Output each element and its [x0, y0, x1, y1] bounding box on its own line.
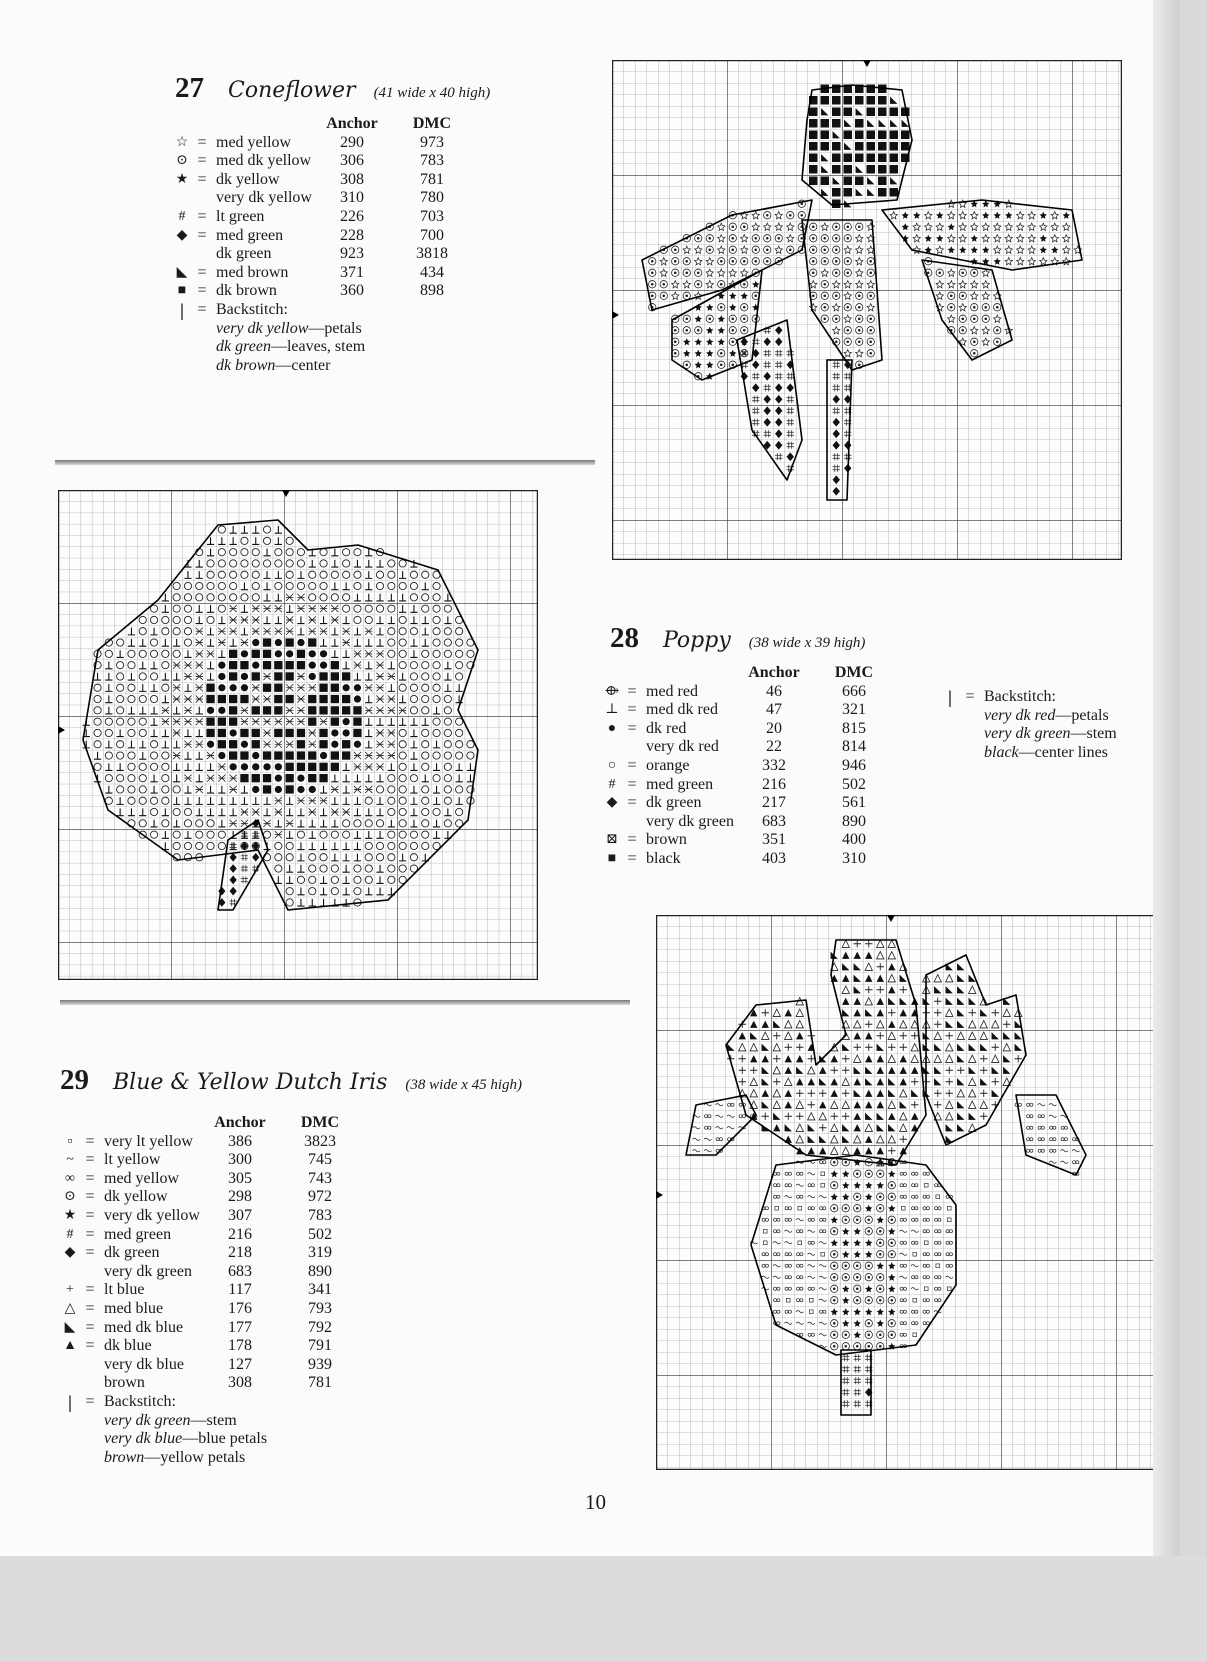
stitch-symbol: ■ [607, 850, 617, 866]
dmc-number: 792 [307, 1318, 332, 1336]
color-name: med green [216, 226, 284, 244]
color-key-row [60, 1151, 360, 1170]
color-key-row [172, 189, 472, 208]
color-key-row [172, 134, 472, 153]
stitch-symbol: # [178, 208, 186, 224]
color-key-row [172, 282, 472, 301]
anchor-number: 177 [227, 1318, 252, 1336]
color-key-row [602, 738, 894, 757]
color-key-row [60, 1356, 360, 1375]
anchor-number: 22 [765, 738, 782, 756]
equals-sign: = [627, 682, 637, 700]
stitch-symbol: ◆ [176, 227, 188, 243]
backstitch-color: very dk red [984, 706, 1056, 724]
stitch-symbol: + [66, 1282, 74, 1298]
color-name: very dk green [646, 812, 734, 830]
anchor-number: 683 [227, 1262, 252, 1280]
color-key-row [60, 1133, 360, 1152]
stitch-symbol [60, 1263, 80, 1282]
anchor-number: 218 [227, 1244, 252, 1262]
equals-sign: = [627, 831, 637, 849]
equals-sign [80, 1263, 100, 1282]
anchor-number: 386 [227, 1132, 252, 1150]
color-key-row [60, 1188, 360, 1207]
anchor-number: 308 [227, 1374, 252, 1392]
dmc-number: 434 [419, 263, 444, 281]
color-name: med yellow [216, 133, 292, 151]
color-name: very dk green [104, 1262, 192, 1280]
pattern-number: 29 [60, 1064, 89, 1096]
equals-sign [192, 189, 212, 208]
pattern-title: Poppy [663, 628, 731, 653]
dmc-number: 319 [307, 1244, 332, 1262]
dmc-number: 666 [841, 682, 866, 700]
stitch-symbol: ⟴ [604, 683, 620, 699]
backstitch-part: —yellow petals [144, 1448, 246, 1466]
equals-sign: = [85, 1318, 95, 1336]
anchor-column-header: Anchor [748, 664, 800, 681]
backstitch-line [60, 1430, 360, 1449]
dmc-number: 780 [419, 189, 444, 207]
backstitch-color: very dk blue [104, 1430, 183, 1448]
dmc-number: 745 [307, 1151, 332, 1169]
pattern-29-color-key [60, 1114, 360, 1467]
backstitch-color: very dk green [104, 1411, 191, 1429]
dmc-number: 3818 [415, 245, 448, 263]
anchor-number: 290 [339, 133, 364, 151]
color-name: brown [104, 1374, 145, 1392]
scan-background [0, 1556, 1207, 1661]
color-key-row [602, 794, 894, 813]
backstitch-label: Backstitch: [984, 688, 1056, 705]
equals-sign [622, 813, 642, 832]
backstitch-symbol: | [948, 687, 952, 707]
dmc-number: 703 [419, 207, 444, 225]
dmc-number: 973 [419, 133, 444, 151]
anchor-number: 178 [227, 1337, 252, 1355]
color-name: med dk blue [104, 1318, 184, 1336]
dmc-number: 939 [307, 1355, 332, 1373]
anchor-number: 127 [227, 1355, 252, 1373]
color-name: orange [646, 756, 690, 774]
dmc-number: 700 [419, 226, 444, 244]
anchor-number: 216 [227, 1225, 252, 1243]
pattern-27-color-key [172, 115, 472, 375]
color-key-row [60, 1319, 360, 1338]
color-key-row [60, 1263, 360, 1282]
anchor-number: 228 [339, 226, 364, 244]
backstitch-line [940, 707, 1117, 726]
stitch-symbol [60, 1374, 80, 1393]
dmc-number: 400 [841, 831, 866, 849]
equals-sign: = [627, 794, 637, 812]
equals-sign: = [197, 152, 207, 170]
dmc-number: 743 [307, 1169, 332, 1187]
backstitch-color: very dk yellow [216, 319, 309, 337]
color-name: very dk yellow [216, 189, 312, 207]
equals-sign: = [85, 1206, 95, 1224]
anchor-number: 306 [339, 152, 364, 170]
color-key-row [172, 208, 472, 227]
dmc-column-header: DMC [834, 664, 874, 681]
color-key-row [602, 776, 894, 795]
equals-sign: = [627, 849, 637, 867]
dmc-number: 815 [841, 719, 866, 737]
color-name: dk green [216, 245, 272, 263]
pattern-dimensions: (41 wide x 40 high) [373, 85, 491, 101]
equals-sign: = [197, 282, 207, 300]
equals-sign: = [85, 1169, 95, 1187]
anchor-number: 307 [227, 1206, 252, 1224]
backstitch-line [172, 338, 472, 357]
dmc-number: 890 [841, 812, 866, 830]
dmc-number: 561 [841, 794, 866, 812]
equals-sign: = [85, 1151, 95, 1169]
equals-sign: = [627, 775, 637, 793]
pattern-dimensions: (38 wide x 39 high) [748, 635, 866, 651]
stitch-symbol [172, 245, 192, 264]
color-key-row [60, 1170, 360, 1189]
anchor-number: 332 [761, 756, 786, 774]
equals-sign: = [965, 688, 975, 705]
backstitch-part: —petals [1055, 706, 1109, 724]
stitch-symbol: ■ [177, 283, 187, 299]
dmc-number: 321 [841, 701, 866, 719]
stitch-symbol: △ [64, 1300, 76, 1316]
backstitch-line [940, 744, 1117, 763]
dmc-number: 791 [307, 1337, 332, 1355]
backstitch-row [60, 1393, 360, 1412]
backstitch-line [60, 1449, 360, 1468]
dmc-number: 502 [307, 1225, 332, 1243]
equals-sign: = [85, 1132, 95, 1150]
backstitch-part: —leaves, stem [270, 338, 366, 356]
equals-sign: = [197, 170, 207, 188]
color-name: very dk yellow [104, 1206, 200, 1224]
dmc-number: 781 [419, 170, 444, 188]
color-key-row [602, 850, 894, 869]
equals-sign: = [197, 263, 207, 281]
anchor-number: 300 [227, 1151, 252, 1169]
pattern-dimensions: (38 wide x 45 high) [405, 1077, 523, 1093]
color-key-row [172, 245, 472, 264]
stitch-symbol: ⊙ [64, 1189, 76, 1205]
stitch-symbol: ☆ [175, 134, 189, 150]
stitch-symbol: ▫ [67, 1133, 73, 1149]
iris-chart [656, 915, 1156, 1470]
stitch-symbol [60, 1356, 80, 1375]
color-key-row [602, 720, 894, 739]
equals-sign: = [197, 226, 207, 244]
anchor-column-header: Anchor [326, 115, 378, 132]
anchor-number: 371 [339, 263, 364, 281]
anchor-number: 117 [228, 1281, 252, 1299]
backstitch-color: dk green [216, 338, 271, 356]
equals-sign: = [627, 701, 637, 719]
equals-sign [80, 1374, 100, 1393]
stitch-symbol [602, 813, 622, 832]
anchor-number: 226 [339, 207, 364, 225]
stitch-symbol: ◆ [64, 1245, 76, 1261]
dmc-number: 783 [307, 1206, 332, 1224]
anchor-number: 217 [761, 794, 786, 812]
backstitch-color: very dk green [984, 725, 1071, 743]
color-key-row [60, 1337, 360, 1356]
dmc-number: 341 [307, 1281, 332, 1299]
equals-sign: = [85, 1337, 95, 1355]
backstitch-label: Backstitch: [216, 300, 288, 318]
section-divider [60, 1000, 630, 1005]
backstitch-symbol: | [68, 1391, 72, 1412]
dmc-number: 814 [841, 738, 866, 756]
equals-sign: = [197, 207, 207, 225]
dmc-number: 793 [307, 1299, 332, 1317]
color-name: dk blue [104, 1337, 152, 1355]
equals-sign: = [627, 756, 637, 774]
backstitch-part: —center [275, 356, 331, 374]
color-name: brown [646, 831, 687, 849]
color-key-row [602, 831, 894, 850]
equals-sign: = [85, 1299, 95, 1317]
color-name: med red [646, 682, 698, 700]
color-key-row [172, 227, 472, 246]
color-key-row [60, 1226, 360, 1245]
anchor-number: 46 [765, 682, 782, 700]
color-name: dk green [646, 794, 702, 812]
stitch-symbol: ◆ [606, 795, 618, 811]
stitch-symbol: ● [607, 720, 617, 736]
dmc-number: 781 [307, 1374, 332, 1392]
backstitch-part: —blue petals [182, 1430, 268, 1448]
equals-sign: = [85, 1225, 95, 1243]
stitch-symbol: ◣ [64, 1319, 76, 1335]
color-name: dk red [646, 719, 687, 737]
backstitch-line [60, 1412, 360, 1431]
color-name: dk green [104, 1244, 160, 1262]
dmc-number: 502 [841, 775, 866, 793]
equals-sign: = [85, 1244, 95, 1262]
color-name: black [646, 849, 681, 867]
anchor-number: 351 [761, 831, 786, 849]
coneflower-chart [612, 60, 1122, 560]
stitch-symbol: ▲ [63, 1338, 77, 1354]
backstitch-label: Backstitch: [104, 1392, 176, 1410]
anchor-number: 308 [339, 170, 364, 188]
equals-sign [622, 738, 642, 757]
stitch-symbol: ⊠ [606, 832, 618, 848]
stitch-symbol: ◣ [176, 264, 188, 280]
stitch-symbol: ⊥ [605, 702, 619, 718]
anchor-number: 47 [765, 701, 782, 719]
backstitch-row [172, 301, 472, 320]
color-key-row [60, 1374, 360, 1393]
stitch-symbol [172, 189, 192, 208]
anchor-number: 298 [227, 1188, 252, 1206]
equals-sign [192, 245, 212, 264]
dmc-number: 783 [419, 152, 444, 170]
color-key-row [172, 171, 472, 190]
color-name: med yellow [104, 1169, 180, 1187]
stitch-symbol: ○ [607, 757, 617, 773]
pattern-28-backstitch-key [940, 688, 1117, 762]
color-key-row [602, 813, 894, 832]
backstitch-symbol: | [180, 299, 184, 320]
color-name: dk yellow [104, 1188, 168, 1206]
color-key-row [172, 264, 472, 283]
anchor-number: 20 [765, 719, 782, 737]
pattern-number: 27 [175, 72, 204, 104]
anchor-column-header: Anchor [214, 1114, 266, 1131]
anchor-number: 683 [761, 812, 786, 830]
backstitch-color: brown [104, 1448, 145, 1466]
color-name: lt yellow [104, 1151, 161, 1169]
backstitch-line [172, 320, 472, 339]
color-name: med green [104, 1225, 172, 1243]
color-name: very dk blue [104, 1355, 184, 1373]
stitch-symbol: ∞ [65, 1170, 75, 1186]
equals-sign [80, 1356, 100, 1375]
stitch-symbol: ★ [175, 171, 189, 187]
pattern-28-header [610, 622, 865, 655]
pattern-title: Coneflower [228, 78, 356, 103]
dmc-column-header: DMC [300, 1114, 340, 1131]
dmc-number: 310 [841, 849, 866, 867]
dmc-number: 972 [307, 1188, 332, 1206]
color-name: lt green [216, 207, 265, 225]
dmc-column-header: DMC [412, 115, 452, 132]
color-key-row [60, 1244, 360, 1263]
equals-sign: = [197, 300, 207, 318]
anchor-number: 360 [339, 282, 364, 300]
anchor-number: 403 [761, 849, 786, 867]
pattern-28-color-key [602, 664, 894, 869]
backstitch-line [172, 357, 472, 376]
anchor-number: 216 [761, 775, 786, 793]
color-name: very lt yellow [104, 1132, 193, 1150]
color-name: very dk red [646, 738, 719, 756]
pattern-number: 28 [610, 622, 639, 654]
stitch-symbol: ★ [63, 1207, 77, 1223]
anchor-number: 176 [227, 1299, 252, 1317]
color-name: dk yellow [216, 170, 280, 188]
color-key-row [60, 1300, 360, 1319]
stitch-symbol: ~ [66, 1152, 74, 1168]
anchor-number: 310 [339, 189, 364, 207]
backstitch-row [940, 688, 1117, 707]
stitch-symbol [602, 738, 622, 757]
anchor-number: 923 [339, 245, 364, 263]
equals-sign: = [85, 1281, 95, 1299]
backstitch-part: —stem [1070, 725, 1117, 743]
color-key-row [602, 683, 894, 702]
poppy-chart [58, 490, 538, 980]
color-name: med green [646, 775, 714, 793]
section-divider [55, 460, 595, 465]
backstitch-color: black [984, 743, 1019, 761]
stitch-symbol: # [66, 1226, 74, 1242]
dmc-number: 946 [841, 756, 866, 774]
page-edge [1153, 0, 1180, 1556]
color-key-row [602, 701, 894, 720]
dmc-number: 3823 [303, 1132, 336, 1150]
dmc-number: 898 [419, 282, 444, 300]
pattern-29-header [60, 1064, 522, 1097]
color-name: med brown [216, 263, 289, 281]
color-name: lt blue [104, 1281, 145, 1299]
color-name: dk brown [216, 282, 277, 300]
dmc-number: 890 [307, 1262, 332, 1280]
anchor-number: 305 [227, 1169, 252, 1187]
equals-sign: = [197, 133, 207, 151]
pattern-title: Blue & Yellow Dutch Iris [113, 1070, 388, 1095]
equals-sign: = [627, 719, 637, 737]
color-key-row [172, 152, 472, 171]
stitch-symbol: ⊙ [176, 153, 188, 169]
backstitch-line [940, 725, 1117, 744]
backstitch-color: dk brown [216, 356, 276, 374]
color-key-row [60, 1207, 360, 1226]
equals-sign: = [85, 1188, 95, 1206]
equals-sign: = [85, 1392, 95, 1410]
page-number: 10 [585, 1490, 606, 1514]
color-name: med blue [104, 1299, 164, 1317]
backstitch-part: —petals [308, 319, 362, 337]
color-name: med dk red [646, 701, 718, 719]
backstitch-part: —stem [190, 1411, 237, 1429]
stitch-symbol: # [608, 776, 616, 792]
backstitch-part: —center lines [1018, 743, 1108, 761]
color-key-row [602, 757, 894, 776]
color-key-row [60, 1281, 360, 1300]
color-name: med dk yellow [216, 152, 312, 170]
pattern-27-header [175, 72, 490, 105]
